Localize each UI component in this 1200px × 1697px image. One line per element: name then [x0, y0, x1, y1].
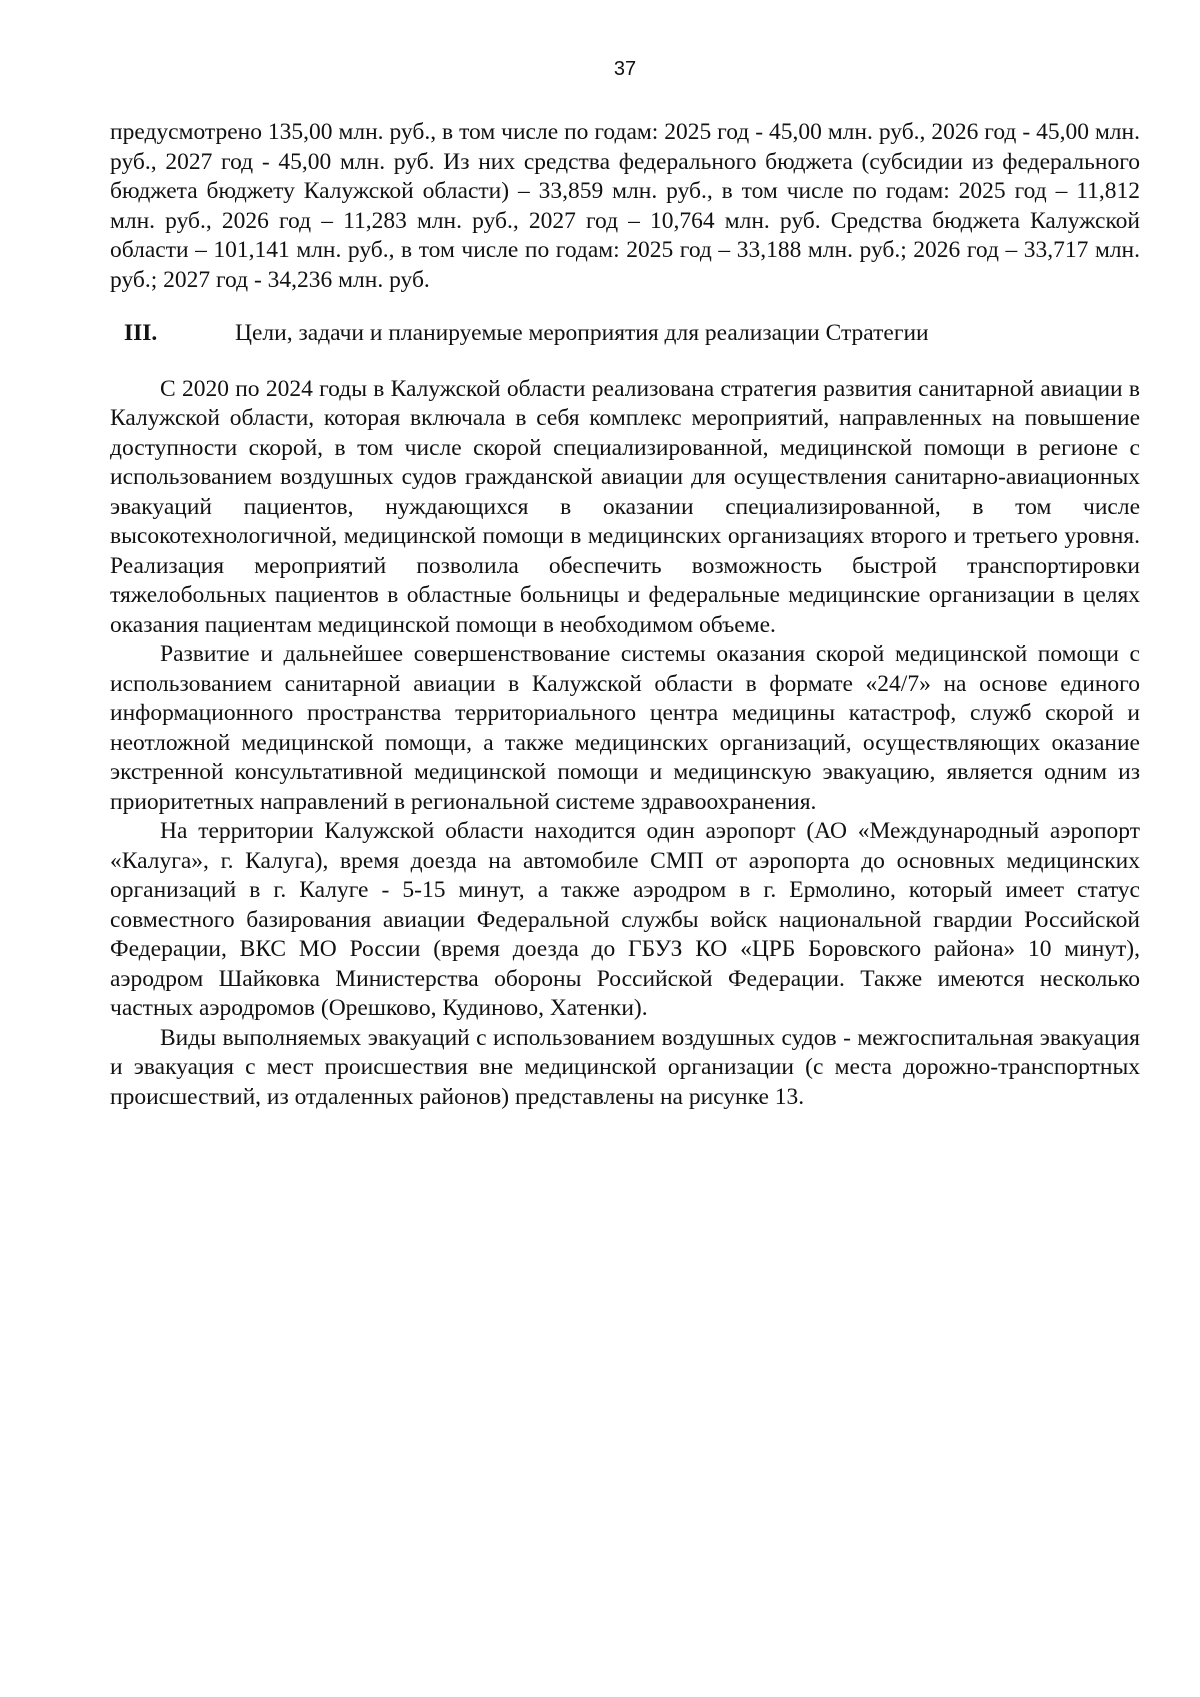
section-title: Цели, задачи и планируемые мероприятия для реализации Стратегии — [235, 320, 929, 346]
paragraph-airports: На территории Калужской области находится один аэропорт (АО «Международный аэропорт «Калуга», г. Калуга), время доезда на автомобиле СМП от аэропорта до основных медицинских организаций в г. Калуге - 5-15 минут, а также аэродром в г. Ермолино, который имеет статус совместного базирования авиации Федеральной службы войск национальной гвардии Российской Федерации, ВКС МО России (время доезда до ГБУЗ КО «ЦРБ Боровского района» 10 минут), аэродром Шайковка Министерства обороны Российской Федерации. Также имеются несколько частных аэродромов (Орешково, Кудиново, Хатенки). — [110, 818, 1140, 1021]
section-heading — [110, 319, 1140, 349]
page-number: 37 — [613, 58, 637, 80]
section-number: III. — [124, 320, 158, 346]
intro-paragraph: предусмотрено 135,00 млн. руб., в том числе по годам: 2025 год - 45,00 млн. руб., 2026 год - 45,00 млн. руб., 2027 год - 45,00 млн. руб. Из них средства федерального бюджета (субсидии из федерального бюджета бюджету Калужской области) – 33,859 млн. руб., в том числе по годам: 2025 год – 11,812 млн. руб., 2026 год – 11,283 млн. руб., 2027 год – 10,764 млн. руб. Средства бюджета Калужской области – 101,141 млн. руб., в том числе по годам: 2025 год – 33,188 млн. руб.; 2026 год – 33,717 млн. руб.; 2027 год - 34,236 млн. руб. — [110, 119, 1140, 293]
paragraph-development: Развитие и дальнейшее совершенствование системы оказания скорой медицинской помощи с использованием санитарной авиации в Калужской области в формате «24/7» на основе единого информационного пространства территориального центра медицины катастроф, служб скорой и неотложной медицинской помощи, а также медицинских организаций, осуществляющих оказание экстренной консультативной медицинской помощи и медицинскую эвакуацию, является одним из приоритетных направлений в региональной системе здравоохранения. — [110, 641, 1140, 815]
paragraph-evacuation-types: Виды выполняемых эвакуаций с использованием воздушных судов - межгоспитальная эвакуация и эвакуация с мест происшествия вне медицинской организации (с места дорожно-транспортных происшествий, из отдаленных районов) представлены на рисунке 13. — [110, 1024, 1140, 1110]
paragraph-strategy-2020-2024: С 2020 по 2024 годы в Калужской области реализована стратегия развития санитарной авиации в Калужской области, которая включала в себя комплекс мероприятий, направленных на повышение доступности скорой, в том числе скорой специализированной, медицинской помощи в регионе с использованием воздушных судов гражданской авиации для осуществления санитарно-авиационных эвакуаций пациентов, нуждающихся в оказании специализированной, в том числе высокотехнологичной, медицинской помощи в медицинских организациях второго и третьего уровня. Реализация мероприятий позволила обеспечить возможность быстрой транспортировки тяжелобольных пациентов в областные больницы и федеральные медицинские организации в целях оказания пациентам медицинской помощи в необходимом объеме. — [110, 375, 1140, 638]
document-body — [110, 118, 1140, 1112]
